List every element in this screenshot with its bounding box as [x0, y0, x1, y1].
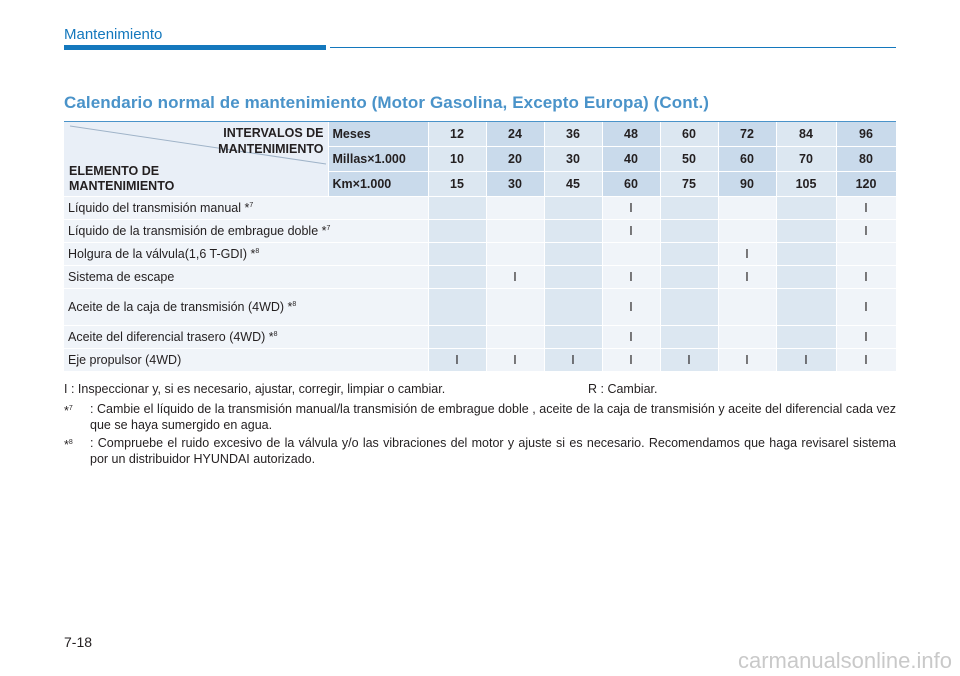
schedule-cell — [428, 326, 486, 349]
footnote-7: *$^7$ : Cambie el líquido de la transmisión manual/la transmisión de embrague doble , aceite de la caja de transmisión y aceite del diferencial cada vez que se haya sumergido en agua. — [64, 402, 896, 432]
interval-value: 70 — [776, 147, 836, 172]
interval-value: 90 — [718, 172, 776, 197]
schedule-cell: I — [602, 289, 660, 326]
footnote-text: : Compruebe el ruido excesivo de la válvula y/o las vibraciones del motor y ajuste si es necesario. Recomendamos que haga revisarel sistema por un distribuidor HYUNDAI autorizado. — [90, 436, 896, 466]
schedule-cell — [428, 197, 486, 220]
schedule-cell — [486, 243, 544, 266]
schedule-cell: I — [836, 349, 896, 372]
interval-value: 30 — [486, 172, 544, 197]
interval-value: 50 — [660, 147, 718, 172]
maintenance-item-name: Aceite de la caja de transmisión (4WD) *$^8$ — [64, 289, 428, 326]
schedule-cell — [776, 289, 836, 326]
interval-value: 72 — [718, 122, 776, 147]
schedule-cell: I — [776, 349, 836, 372]
interval-value: 48 — [602, 122, 660, 147]
maintenance-schedule-table — [64, 122, 897, 372]
footnote-8: *$^8$ : Compruebe el ruido excesivo de la válvula y/o las vibraciones del motor y ajuste si es necesario. Recomendamos que haga revisarel sistema por un distribuidor HYUNDAI autorizado. — [64, 436, 896, 466]
interval-row-label: Millas×1.000 — [328, 147, 428, 172]
schedule-cell — [660, 197, 718, 220]
schedule-cell: I — [602, 220, 660, 243]
schedule-cell — [486, 326, 544, 349]
schedule-cell — [776, 266, 836, 289]
section-title: Mantenimiento — [64, 26, 163, 43]
schedule-cell — [660, 326, 718, 349]
schedule-cell — [544, 289, 602, 326]
maintenance-item-name: Líquido del transmisión manual *$^7$ — [64, 197, 428, 220]
schedule-cell — [718, 326, 776, 349]
schedule-cell: I — [836, 220, 896, 243]
maintenance-item-name: Sistema de escape — [64, 266, 428, 289]
interval-value: 105 — [776, 172, 836, 197]
schedule-cell: I — [718, 243, 776, 266]
interval-value: 75 — [660, 172, 718, 197]
page-number: 7-18 — [64, 634, 93, 650]
table-corner-header: INTERVALOS DE MANTENIMIENTO ELEMENTO DE MANTENIMIENTO — [64, 122, 328, 197]
schedule-cell: I — [836, 197, 896, 220]
interval-value: 84 — [776, 122, 836, 147]
interval-value: 45 — [544, 172, 602, 197]
interval-value: 36 — [544, 122, 602, 147]
legend-inspect: I : Inspeccionar y, si es necesario, ajustar, corregir, limpiar o cambiar. — [64, 382, 446, 396]
schedule-cell: I — [660, 349, 718, 372]
interval-row — [64, 122, 896, 147]
schedule-cell: I — [602, 349, 660, 372]
maintenance-item-row — [64, 326, 896, 349]
schedule-cell: I — [544, 349, 602, 372]
schedule-cell — [776, 197, 836, 220]
schedule-cell — [718, 197, 776, 220]
schedule-cell — [428, 266, 486, 289]
maintenance-item-row — [64, 349, 896, 372]
interval-value: 15 — [428, 172, 486, 197]
schedule-cell: I — [486, 349, 544, 372]
schedule-cell — [602, 243, 660, 266]
schedule-cell — [544, 243, 602, 266]
schedule-cell — [428, 243, 486, 266]
schedule-cell — [776, 243, 836, 266]
maintenance-item-row — [64, 243, 896, 266]
schedule-cell: I — [428, 349, 486, 372]
corner-intervals-label: INTERVALOS DE — [223, 126, 324, 140]
interval-row-label: Meses — [328, 122, 428, 147]
corner-item-label: ELEMENTO DE — [69, 164, 160, 178]
header-rule-thick — [64, 45, 326, 50]
schedule-cell — [660, 243, 718, 266]
interval-value: 60 — [718, 147, 776, 172]
interval-row-label: Km×1.000 — [328, 172, 428, 197]
schedule-cell — [660, 220, 718, 243]
schedule-cell — [544, 220, 602, 243]
maintenance-item-row — [64, 220, 896, 243]
schedule-cell — [486, 289, 544, 326]
footnote-text: : Cambie el líquido de la transmisión manual/la transmisión de embrague doble , aceite de la caja de transmisión y aceite del diferencial cada vez que se haya sumergido en agua. — [90, 402, 896, 432]
schedule-cell: I — [602, 197, 660, 220]
interval-value: 30 — [544, 147, 602, 172]
schedule-cell — [544, 266, 602, 289]
interval-value: 12 — [428, 122, 486, 147]
schedule-cell: I — [836, 326, 896, 349]
page-heading: Calendario normal de mantenimiento (Motor Gasolina, Excepto Europa) (Cont.) — [64, 93, 710, 112]
schedule-cell: I — [836, 266, 896, 289]
maintenance-item-name: Aceite del diferencial trasero (4WD) *$^8$ — [64, 326, 428, 349]
notes-area — [64, 381, 896, 467]
schedule-cell — [544, 326, 602, 349]
schedule-cell: I — [718, 266, 776, 289]
header-rule-thin — [330, 47, 896, 48]
interval-value: 60 — [660, 122, 718, 147]
interval-value: 60 — [602, 172, 660, 197]
maintenance-item-name: Líquido de la transmisión de embrague doble *$^7$ — [64, 220, 428, 243]
interval-value: 80 — [836, 147, 896, 172]
schedule-cell — [660, 289, 718, 326]
interval-value: 20 — [486, 147, 544, 172]
legend — [64, 381, 896, 399]
schedule-cell — [486, 220, 544, 243]
interval-value: 10 — [428, 147, 486, 172]
schedule-cell — [660, 266, 718, 289]
schedule-cell — [776, 326, 836, 349]
legend-replace: R : Cambiar. — [588, 382, 658, 396]
schedule-cell — [544, 197, 602, 220]
maintenance-item-name: Holgura de la válvula(1,6 T-GDI) *$^8$ — [64, 243, 428, 266]
schedule-cell — [718, 289, 776, 326]
schedule-cell — [428, 289, 486, 326]
watermark: carmanualsonline.info — [737, 648, 952, 673]
interval-value: 120 — [836, 172, 896, 197]
schedule-cell — [776, 220, 836, 243]
schedule-cell — [718, 220, 776, 243]
interval-value: 40 — [602, 147, 660, 172]
maintenance-item-row — [64, 197, 896, 220]
maintenance-item-row — [64, 266, 896, 289]
schedule-cell: I — [836, 289, 896, 326]
schedule-cell: I — [486, 266, 544, 289]
schedule-cell: I — [718, 349, 776, 372]
schedule-cell — [428, 220, 486, 243]
schedule-cell: I — [602, 266, 660, 289]
schedule-cell: I — [602, 326, 660, 349]
maintenance-item-row — [64, 289, 896, 326]
schedule-cell — [836, 243, 896, 266]
maintenance-item-name: Eje propulsor (4WD) — [64, 349, 428, 372]
schedule-cell — [486, 197, 544, 220]
interval-value: 96 — [836, 122, 896, 147]
interval-value: 24 — [486, 122, 544, 147]
